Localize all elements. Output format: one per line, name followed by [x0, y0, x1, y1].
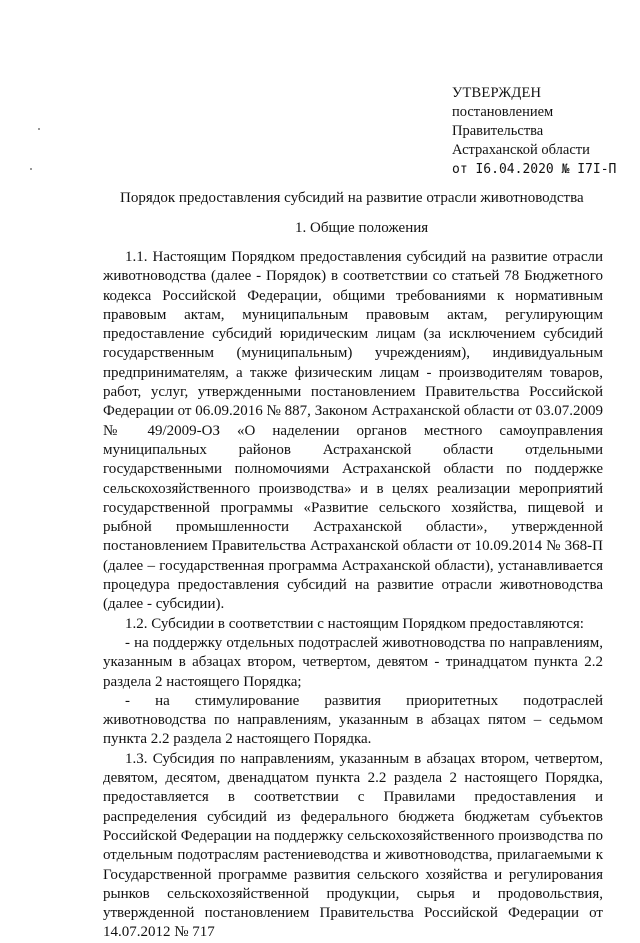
paragraph: 1.2. Субсидии в соответствии с настоящим Порядком предоставляются: — [125, 615, 584, 632]
document-title: Порядок предоставления субсидий на развитие отрасли животноводства — [120, 190, 584, 206]
approval-line: Астраханской области — [452, 142, 590, 158]
scan-speck — [30, 168, 32, 170]
approval-date-line: от I6.04.2020 № I7I-П — [452, 162, 617, 177]
paragraph: - на поддержку отдельных подотраслей животноводства по направлениям, указанным в абзацах втором, четвертом, девятом - тринадцатом пункта 2.2 раздела 2 настоящего Порядка; — [103, 634, 603, 690]
paragraph: 1.1. Настоящим Порядком предоставления субсидий на развитие отрасли животноводства (далее - Порядок) в соответствии со статьей 78 Бюджетного кодекса Российской Федерации, общими требованиями к нормативным правовым актам, муниципальным правовым актам, регулирующим предоставление субсидий юридическим лицам (за исключением субсидий государственным (муниципальным) учреждениям), индивидуальным предпринимателям, а также физическим лицам - производителям товаров, работ, услуг, утвержденными постановлением Правительства Российской Федерации от 06.09.2016 № 887, Законом Астраханской области от 03.07.2009 № 49/2009-ОЗ «О наделении органов местного самоуправления муниципальных районов Астраханской области отдельными государственными полномочиями Астраханской области по поддержке сельскохозяйственного производства» и в целях реализации мероприятий государственной программы «Развитие сельского хозяйства, пищевой и рыбной промышленности Астраханской области», утвержденной постановлением Правительства Астраханской области от 10.09.2014 № 368-П (далее – государственная программа Астраханской области), устанавливается процедура предоставления субсидий на развитие отрасли животноводства (далее - субсидии). — [103, 249, 603, 613]
document-body — [103, 248, 603, 943]
section-heading: 1. Общие положения — [295, 220, 429, 236]
paragraph: 1.3. Субсидия по направлениям, указанным в абзацах втором, четвертом, девятом, десятом, двенадцатом пункта 2.2 раздела 2 настоящего Порядка, предоставляется в соответствии с Правилами предоставления и распределения субсидий из федерального бюджета бюджетам субъектов Российской Федерации на поддержку сельскохозяйственного производства по отдельным подотраслям растениеводства и животноводства, прилагаемыми к Государственной программе развития сельского хозяйства и регулирования рынков сельскохозяйственной продукции, сырья и продовольствия, утвержденной постановлением Правительства Российской Федерации от 14.07.2012 № 717 — [103, 750, 603, 941]
approval-line: Правительства — [452, 123, 544, 139]
approval-stamp — [452, 84, 616, 179]
scan-speck — [38, 128, 40, 130]
paragraph: - на стимулирование развития приоритетных подотраслей животноводства по направлениям, указанным в абзацах пятом – седьмом пункта 2.2 раздела 2 настоящего Порядка. — [103, 692, 603, 748]
approval-line: постановлением — [452, 104, 554, 120]
approval-heading: УТВЕРЖДЕН — [452, 85, 542, 101]
